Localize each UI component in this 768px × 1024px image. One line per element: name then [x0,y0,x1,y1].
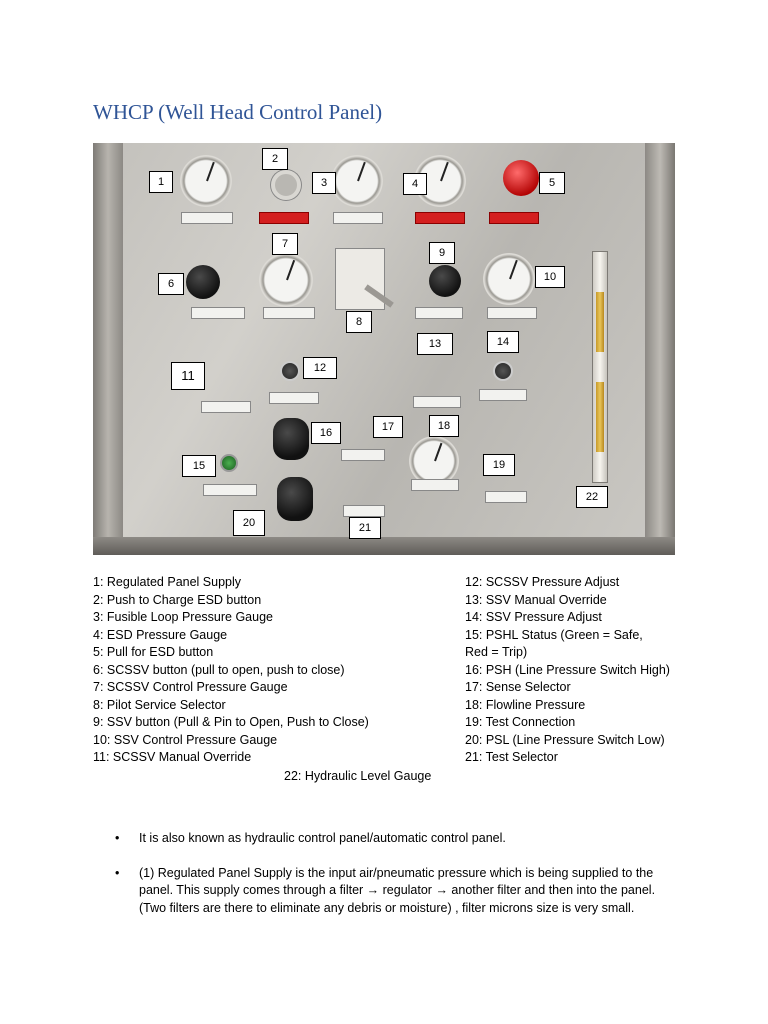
legend-right [465,574,670,767]
pull-for-esd-button [503,160,539,196]
tag-scssv-button [191,307,245,319]
callout-15: 15 [182,455,216,477]
legend-center [284,768,431,786]
hydraulic-level-tube [592,251,608,483]
legend-item: 22: Hydraulic Level Gauge [284,769,432,783]
legend-item: 21: Test Selector [465,750,558,764]
legend-item: 13: SSV Manual Override [465,592,607,607]
frame-left [93,143,123,555]
legend-item: 14: SSV Pressure Adjust [465,610,602,624]
tag-scssv-control [263,307,315,319]
callout-6: 6 [158,273,184,295]
tag-ssv-button [415,307,463,319]
legend-left [93,574,369,767]
legend-item: 12: SCSSV Pressure Adjust [465,575,620,589]
tag-pshl-status [203,484,257,496]
callout-22: 22 [576,486,608,508]
callout-14: 14 [487,331,519,353]
callout-16: 16 [311,422,341,444]
tag-ssv-pressure-adjust [479,389,527,401]
tag-test-selector [343,505,385,517]
tag-scssv-override [201,401,251,413]
callout-17: 17 [373,416,403,438]
callout-18: 18 [429,415,459,437]
legend-item: 8: Pilot Service Selector [93,697,226,712]
callout-12: 12 [303,357,337,379]
legend-item: 3: Fusible Loop Pressure Gauge [93,610,273,624]
callout-3: 3 [312,172,336,194]
callout-21: 21 [349,517,381,539]
callout-2: 2 [262,148,288,170]
legend-item: 19: Test Connection [465,715,576,729]
tag-regulated-supply [181,212,233,224]
tag-esd-pressure [415,212,465,224]
pshl-status-light [220,454,238,472]
ssv-pressure-adjust-fitting [493,361,513,381]
callout-8: 8 [346,311,372,333]
callout-7: 7 [272,233,298,255]
callout-13: 13 [417,333,453,355]
callout-20: 20 [233,510,265,536]
legend-item: 7: SCSSV Control Pressure Gauge [93,680,288,694]
tag-flowline [411,479,459,491]
ssv-knob [429,265,461,297]
gauge-fusible-loop [331,155,383,207]
gauge-ssv-control [483,253,535,305]
legend-item: Red = Trip) [465,645,528,659]
legend-item: 1: Regulated Panel Supply [93,575,242,589]
frame-right [645,143,675,555]
legend-item: 10: SSV Control Pressure Gauge [93,732,278,747]
legend-item: 16: PSH (Line Pressure Switch High) [465,662,670,677]
legend-item: 6: SCSSV button (pull to open, push to close) [93,662,345,677]
tag-test-connection [485,491,527,503]
scssv-pressure-adjust-fitting [280,361,300,381]
pilot-service-selector-plate [335,248,385,310]
legend-item: 4: ESD Pressure Gauge [93,627,228,642]
callout-11: 11 [171,362,205,390]
legend-item: 5: Pull for ESD button [93,645,214,659]
note-item: • (1) Regulated Panel Supply is the input air/pneumatic pressure which is being supplied to the panel. This supply comes through a filter → regulator → another filter and then into the panel. (Two filters are there to eliminate any debris or moisture) , filter microns size is very small. [115,865,675,918]
legend-item: 17: Sense Selector [465,680,571,694]
tag-sense [341,449,385,461]
tag-fusible-loop [333,212,383,224]
psh-switch-knob [273,418,309,460]
legend-item: 2: Push to Charge ESD button [93,592,262,607]
notes-list [115,830,675,934]
callout-5: 5 [539,172,565,194]
psl-switch-knob [277,477,313,521]
callout-1: 1 [149,171,173,193]
legend-item: 15: PSHL Status (Green = Safe, [465,627,643,642]
note-item: • It is also known as hydraulic control panel/automatic control panel. [115,830,675,848]
legend-item: 11: SCSSV Manual Override [93,750,252,764]
tag-push-to-charge [259,212,309,224]
tag-ssv-control [487,307,537,319]
push-to-charge-esd-ring [271,170,301,200]
gauge-regulated-supply [180,155,232,207]
callout-19: 19 [483,454,515,476]
panel-photo [93,143,675,555]
legend-item: 20: PSL (Line Pressure Switch Low) [465,732,665,747]
callout-10: 10 [535,266,565,288]
callout-4: 4 [403,173,427,195]
tag-pull-for-esd [489,212,539,224]
legend-item: 9: SSV button (Pull & Pin to Open, Push to Close) [93,715,369,729]
page-title: WHCP (Well Head Control Panel) [93,100,383,124]
tag-ssv-override [413,396,461,408]
tag-scssv-pressure-adjust [269,392,319,404]
scssv-knob [186,265,220,299]
callout-9: 9 [429,242,455,264]
legend-item: 18: Flowline Pressure [465,697,586,712]
frame-bottom [93,537,675,555]
gauge-scssv-control [259,253,313,307]
